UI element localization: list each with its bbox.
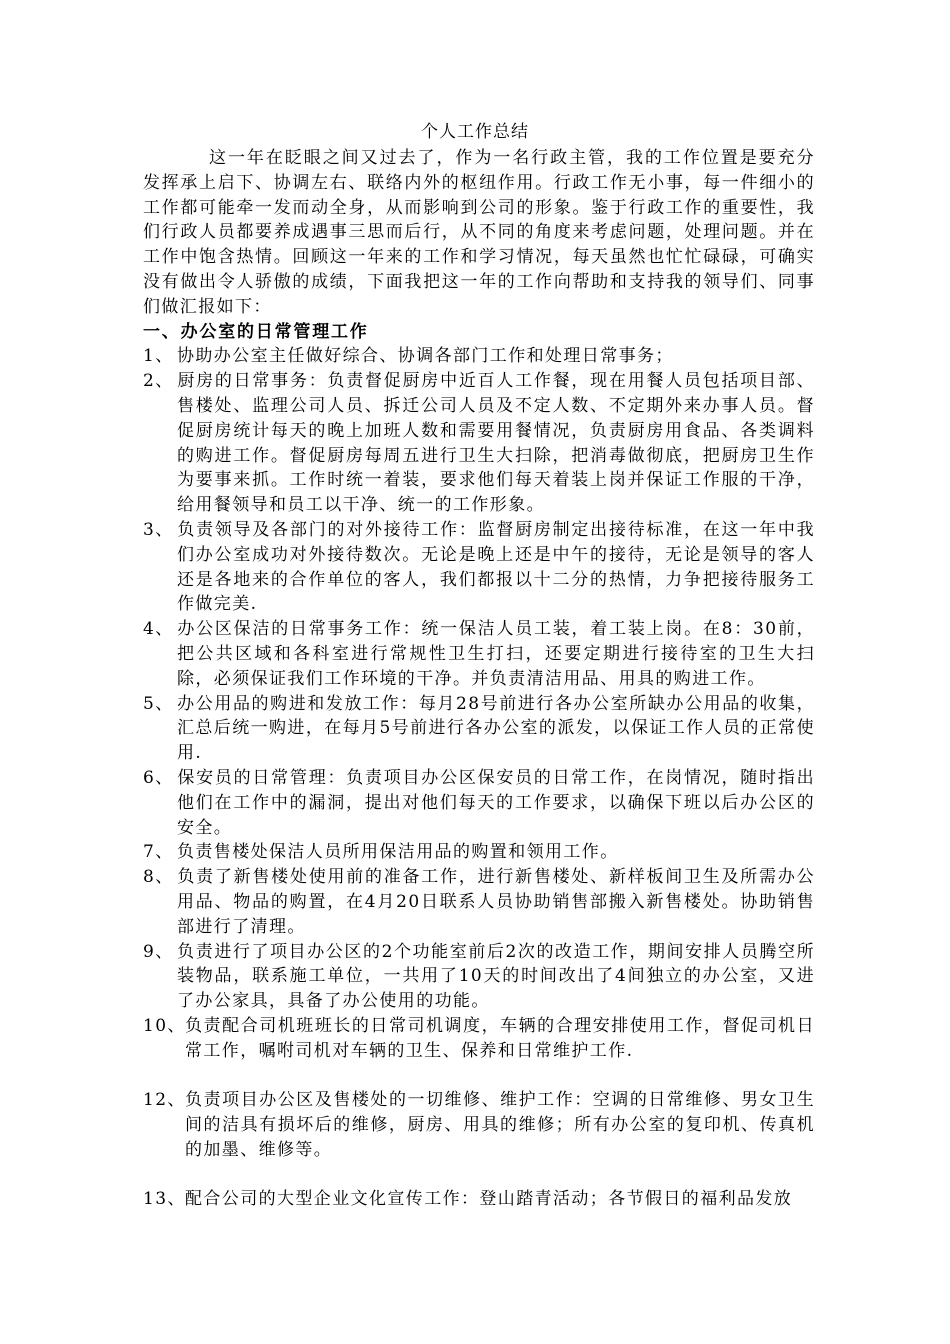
item-text: 协助办公室主任做好综合、协调各部门工作和处理日常事务；	[177, 346, 674, 367]
item-number: 2、	[143, 371, 174, 392]
item-text: 保安员的日常管理：负责项目办公区保安员的日常工作，在岗情况，随时指出他们在工作中的漏洞，提出对他们每天的工作要求，以确保下班以后办公区的安全。	[177, 767, 815, 838]
item-text: 负责项目办公区及售楼处的一切维修、维护工作：空调的日常维修、男女卫生间的洁具有损坏后的维修，厨房、用具的维修；所有办公室的复印机、传真机的加墨、维修等。	[185, 1090, 815, 1160]
blank-line	[143, 1063, 815, 1088]
list-item	[143, 1014, 815, 1064]
intro-paragraph: 这一年在眨眼之间又过去了，作为一名行政主管，我的工作位置是要充分发挥承上启下、协调左右、联络内外的枢纽作用。行政工作无小事，每一件细小的工作都可能牵一发而动全身，从而影响到公司的形象。鉴于行政工作的重要性，我们行政人员都要养成遇事三思而后行，从不同的角度来考虑问题，处理问题。并在工作中饱含热情。回顾这一年来的工作和学习情况，每天虽然也忙忙碌碌，可确实没有做出令人骄傲的成绩，下面我把这一年的工作向帮助和支持我的领导们、同事们做汇报如下：	[143, 148, 815, 317]
document-title: 个人工作总结	[421, 122, 529, 142]
item-number: 7、	[143, 842, 174, 863]
item-number: 4、	[143, 619, 174, 640]
document-body	[143, 146, 815, 1212]
item-text: 负责领导及各部门的对外接待工作：监督厨房制定出接待标准，在这一年中我们办公室成功对外接待数次。无论是晚上还是中午的接待，无论是领导的客人还是各地来的合作单位的客人，我们都报以十二分的热情，力争把接待服务工作做完美.	[177, 519, 815, 615]
item-text: 厨房的日常事务：负责督促厨房中近百人工作餐，现在用餐人员包括项目部、售楼处、监理公司人员、拆迁公司人员及不定人数、不定期外来办事人员。督促厨房统计每天的晚上加班人数和需要用餐情况，负责厨房用食品、各类调料的购进工作。督促厨房每周五进行卫生大扫除，把消毒做彻底，把厨房卫生作为要事来抓。工作时统一着装，要求他们每天着装上岗并保证工作服的干净，给用餐领导和员工以干净、统一的工作形象。	[177, 371, 815, 516]
list-item	[143, 766, 815, 840]
item-number: 8、	[143, 867, 174, 888]
item-number: 1、	[143, 346, 174, 367]
list-item	[143, 692, 815, 766]
list-item	[143, 865, 815, 939]
list-item	[143, 1187, 815, 1212]
list-item	[143, 369, 815, 518]
item-number: 10、	[143, 1015, 186, 1036]
list-item	[143, 840, 815, 865]
item-text: 负责了新售楼处使用前的准备工作，进行新售楼处、新样板间卫生及所需办公用品、物品的购置，在4月20日联系人员协助销售部搬入新售楼处。协助销售部进行了清理。	[177, 867, 815, 937]
item-text: 办公用品的购进和发放工作：每月28号前进行各办公室所缺办公用品的收集，汇总后统一购进，在每月5号前进行各办公室的派发，以保证工作人员的正常使用.	[177, 693, 815, 764]
item-text: 负责进行了项目办公区的2个功能室前后2次的改造工作，期间安排人员腾空所装物品，联系施工单位，一共用了10天的时间改出了4间独立的办公室，又进了办公家具，具备了办公使用的功能。	[177, 941, 815, 1012]
list-item	[143, 617, 815, 691]
blank-line	[143, 1163, 815, 1188]
item-number: 13、	[143, 1189, 186, 1210]
item-text: 负责售楼处保洁人员所用保洁用品的购置和领用工作。	[177, 842, 619, 863]
section-heading: 一、办公室的日常管理工作	[143, 321, 369, 342]
item-number: 12、	[143, 1090, 186, 1111]
item-text: 办公区保洁的日常事务工作：统一保洁人员工装，着工装上岗。在8：30前，把公共区域和各科室进行常规性卫生打扫，还要定期进行接待室的卫生大扫除，必须保证我们工作环境的干净。并负责清洁用品、用具的购进工作。	[177, 619, 815, 689]
item-number: 6、	[143, 767, 174, 788]
item-number: 3、	[143, 519, 174, 540]
item-number: 9、	[143, 941, 174, 962]
item-number: 5、	[143, 693, 174, 714]
list-item	[143, 1088, 815, 1162]
list-item	[143, 518, 815, 617]
item-text: 配合公司的大型企业文化宣传工作：登山踏青活动；各节假日的福利品发放	[185, 1189, 793, 1210]
list-item	[143, 940, 815, 1014]
list-item	[143, 344, 815, 369]
item-text: 负责配合司机班班长的日常司机调度，车辆的合理安排使用工作，督促司机日常工作，嘱咐司机对车辆的卫生、保养和日常维护工作.	[185, 1015, 815, 1061]
